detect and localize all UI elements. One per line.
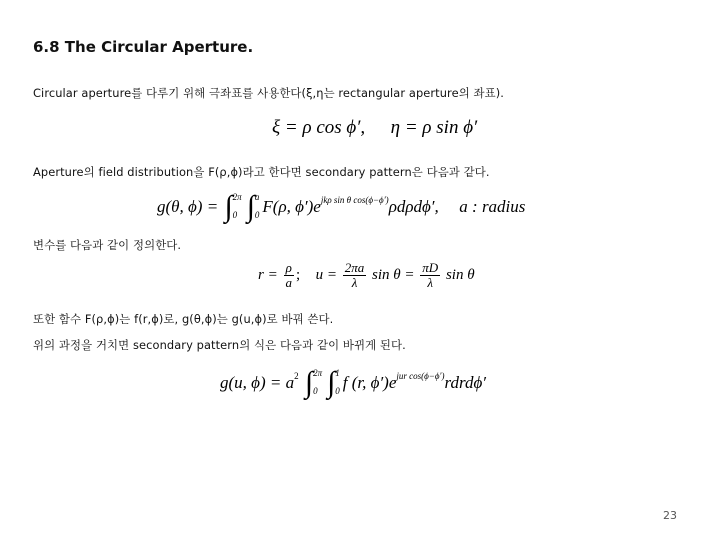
fraction-rho-over-a: $\frac{\rho}{a}$	[285, 260, 292, 290]
equation-variable-definitions: r = $\frac{\rho}{a}$ ; u = $\frac{2\pi a}{\lambda}$ sin θ = $\frac{\pi D}{\lambda}$ sin θ	[258, 260, 475, 290]
equation-polar-transform	[272, 117, 477, 139]
paragraph-function-rename: 또한 함수 F(ρ,ϕ)는 f(r,ϕ)로, g(θ,ϕ)는 g(u,ϕ)로 바꿔 쓴다.	[33, 312, 334, 326]
integral-sign: ∫	[224, 190, 233, 223]
paragraph-result-intro: 위의 과정을 거치면 secondary pattern의 식은 다음과 같이 바뀌게 된다.	[33, 338, 406, 352]
equation-sin-theta-mid: sin θ =	[372, 266, 415, 283]
equation-tail: ρdρdϕ′,	[388, 197, 439, 216]
equation-lhs: g(u, ϕ) = a	[220, 373, 295, 392]
equation-radius-note: a : radius	[459, 197, 526, 216]
integral-sign: ∫	[246, 190, 255, 223]
equation-a-exponent: 2	[294, 371, 299, 381]
fraction-2pia-over-lambda: $\frac{2\pi a}{\lambda}$	[344, 260, 365, 290]
equation-integrand: f (r, ϕ′)e	[342, 373, 397, 392]
equation-u-lhs: u =	[315, 266, 338, 283]
equation-integrand: F(ρ, ϕ′)e	[262, 197, 321, 216]
fraction-piD-over-lambda: $\frac{\pi D}{\lambda}$	[422, 260, 439, 290]
equation-sin-theta-tail: sin θ	[445, 266, 475, 283]
equation-xi: ξ = ρ cos ϕ′,	[272, 117, 366, 138]
paragraph-field-distribution: Aperture의 field distribution을 F(ρ,ϕ)라고 한다면 secondary pattern은 다음과 같다.	[33, 165, 490, 179]
equation-tail: rdrdϕ′	[444, 373, 486, 392]
integral-sign: ∫	[327, 366, 336, 399]
paragraph-polar-coordinates: Circular aperture를 다루기 위해 극좌표를 사용한다(ξ,η는 rectangular aperture의 좌표).	[33, 86, 504, 100]
equation-exponent: jkρ sin θ cos(ϕ−ϕ′)	[320, 195, 389, 205]
integral-limits: 1 0	[335, 368, 340, 397]
equation-eta: η = ρ sin ϕ′	[390, 117, 478, 138]
paragraph-define-variables: 변수를 다음과 같이 정의한다.	[33, 238, 182, 252]
page-number: 23	[663, 509, 677, 522]
integral-limits: a 0	[254, 192, 260, 221]
equation-secondary-pattern	[157, 188, 525, 226]
equation-lhs: g(θ, ϕ) =	[157, 197, 219, 216]
integral-limits: 2π 0	[313, 368, 323, 397]
equation-exponent: jur cos(ϕ−ϕ′)	[396, 371, 445, 381]
integral-limits: 2π 0	[232, 192, 242, 221]
equation-r-lhs: r =	[258, 266, 278, 283]
equation-normalized-pattern	[220, 364, 486, 402]
slide-title: 6.8 The Circular Aperture.	[33, 38, 254, 56]
integral-sign: ∫	[304, 366, 314, 399]
